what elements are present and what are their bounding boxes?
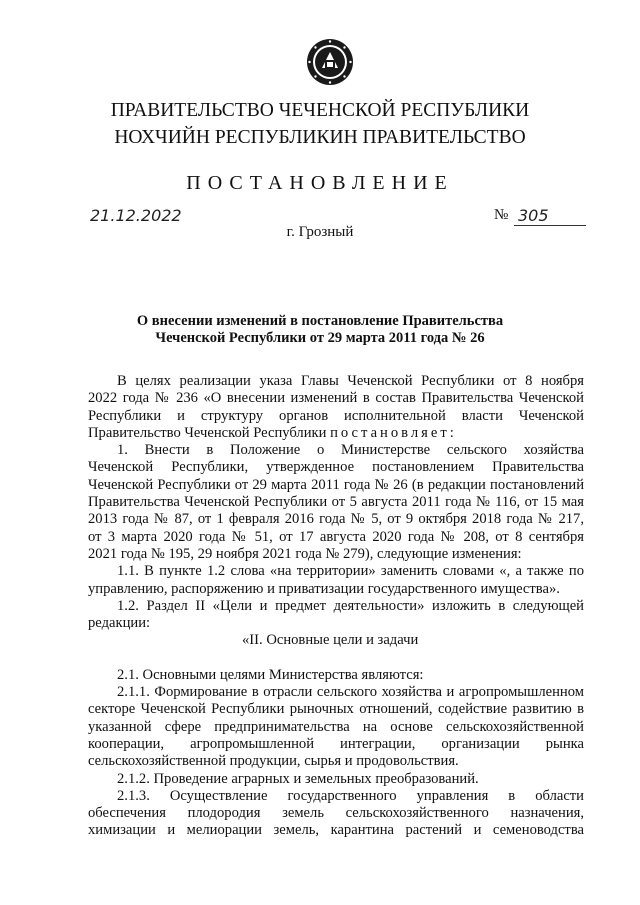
text-line: обеспечения плодородия земель сельскохозяйственного назначения,: [88, 805, 584, 822]
text-line: Правительства Чеченской Республики от 5 августа 2011 года № 116, от 15 мая: [88, 494, 584, 511]
government-name-russian: ПРАВИТЕЛЬСТВО ЧЕЧЕНСКОЙ РЕСПУБЛИКИ: [110, 100, 530, 121]
text-line: указанной сфере предпринимательства на основе сельскохозяйственной: [88, 718, 584, 735]
text-line: 2.1.2. Проведение аграрных и земельных преобразований.: [117, 770, 479, 787]
text-line: Чеченской Республики, утвержденное постановлением Правительства: [88, 459, 584, 476]
text-line: химизации и мелиорации земель, карантина растений и семеноводства: [88, 822, 584, 839]
text-line: Чеченской Республики от 29 марта 2011 года № 26 (в редакции постановлений: [88, 476, 584, 493]
text-line: управлению, распоряжению и приватизации государственного имущества».: [88, 580, 560, 597]
text-line: 2.1. Основными целями Министерства являются:: [117, 666, 424, 683]
text-line: 2013 года № 87, от 1 февраля 2016 года № 5, от 9 октября 2018 года № 217,: [88, 511, 584, 528]
title-line: О внесении изменений в постановление Правительства: [136, 313, 504, 329]
document-type: ПОСТАНОВЛЕНИЕ: [186, 172, 454, 194]
text-line: кооперации, агропромышленной интеграции, организации рынка: [88, 735, 584, 752]
text-line: редакции:: [88, 615, 151, 632]
number-label: №: [494, 207, 509, 223]
text-line: 2.1.3. Осуществление государственного управления в области: [117, 787, 584, 804]
text-line: [88, 425, 584, 442]
document-city: г. Грозный: [286, 224, 354, 240]
section-title: «II. Основные цели и задачи: [242, 632, 419, 649]
text-line: 2.1.1. Формирование в отрасли сельского хозяйства и агропромышленном: [117, 684, 584, 701]
text-line: сельскохозяйственной продукции, сырья и продовольствия.: [88, 753, 459, 770]
text-line: 1. Внести в Положение о Министерстве сельского хозяйства: [117, 442, 584, 459]
text-line: 2022 года № 236 «О внесении изменений в состав Правительства Чеченской: [88, 390, 584, 407]
text-line: 1.2. Раздел II «Цели и предмет деятельности» изложить в следующей: [117, 597, 584, 614]
text-line: секторе Чеченской Республики рыночных отношений, содействие развитию в: [88, 701, 584, 718]
text-line: 1.1. В пункте 1.2 слова «на территории» заменить словами «, а также по: [117, 563, 584, 580]
text-line: В целях реализации указа Главы Чеченской Республики от 8 ноября: [117, 373, 584, 389]
title-line: Чеченской Республики от 29 марта 2011 года № 26: [155, 330, 485, 346]
document-number: 305: [518, 206, 549, 225]
document-title: [0, 313, 640, 347]
document-body: [88, 373, 584, 840]
government-name-chechen: НОХЧИЙН РЕСПУБЛИКИН ПРАВИТЕЛЬСТВО: [114, 127, 526, 148]
text-line: 2021 года № 195, 29 ноября 2021 года № 279), следующие изменения:: [88, 545, 522, 562]
coat-of-arms-emblem: [306, 38, 354, 86]
text-line: от 3 марта 2020 года № 51, от 17 августа 2020 года № 208, от 8 сентября: [88, 528, 584, 545]
blank-line: [88, 650, 584, 667]
document-date: 21.12.2022: [90, 206, 182, 225]
text-line: Республики и структуру органов исполнительной власти Чеченской: [88, 407, 584, 424]
text-fragment: Правительство Чеченской Республики: [88, 424, 331, 441]
resolves-word: постановляет:: [330, 424, 457, 441]
